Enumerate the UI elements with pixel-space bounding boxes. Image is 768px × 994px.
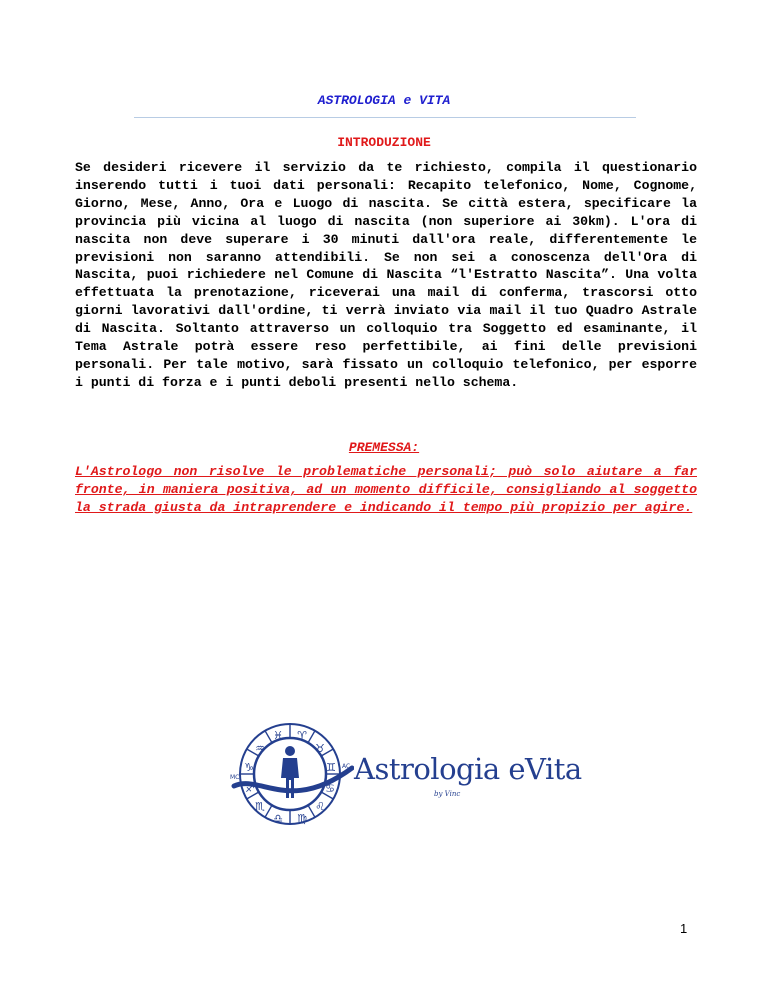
svg-text:♊: ♊ [326, 761, 336, 774]
page-number: 1 [680, 921, 688, 936]
logo-wordmark: Astrologia eVita [354, 752, 582, 786]
logo-byline: by Vinc [434, 790, 461, 798]
svg-text:♓: ♓ [273, 729, 283, 742]
svg-text:♏: ♏ [255, 800, 265, 813]
intro-paragraph: Se desideri ricevere il servizio da te richiesto, compila il questionario inserendo tutti i tuoi dati personali: Recapito telefonico, Nome, Cognome, Giorno, Mese, Anno, Ora e Luogo di nascita. Se città estera, specificare la provincia più vicina al luogo di nascita (non superiore ai 30km). L'ora di nascita non deve superare i 30 minuti dall'ora reale, differentemente le previsioni non saranno attendibili. Se non sei a conoscenza dell'Ora di Nascita, puoi richiedere nel Comune di Nascita “l'Estratto Nascita”. Una volta effettuata la prenotazione, riceverai una mail di conferma, trascorsi otto giorni lavorativi dall'ordine, ti verrà inviato via mail il tuo Quadro Astrale di Nascita. Soltanto attraverso un colloquio tra Soggetto ed esaminante, il Tema Astrale potrà essere reso perfettibile, ai fini delle previsioni personali. Per tale motivo, sarà fissato un colloquio telefonico, per esporre i punti di forza e i punti deboli presenti nello schema. [75, 160, 697, 390]
svg-text:♑: ♑ [244, 761, 254, 774]
premessa-paragraph: L'Astrologo non risolve le problematiche personali; può solo aiutare a far fronte, in maniera positiva, ad un momento difficile, consigliando al soggetto la strada giusta da intraprendere e indicando il tempo più propizio per agire. [75, 464, 697, 515]
intro-heading: INTRODUZIONE [337, 135, 431, 150]
svg-text:♎: ♎ [273, 812, 283, 825]
svg-text:♍: ♍ [297, 812, 307, 825]
svg-text:♉: ♉ [315, 742, 325, 755]
title-divider [134, 117, 636, 118]
svg-text:♐: ♐ [245, 782, 255, 795]
zodiac-wheel-human-figure-icon [230, 716, 354, 828]
svg-text:MC: MC [230, 774, 240, 781]
svg-text:AC: AC [342, 763, 351, 770]
document-title: ASTROLOGIA e VITA [317, 93, 451, 108]
svg-text:♒: ♒ [255, 742, 265, 755]
premessa-heading: PREMESSA: [348, 440, 420, 455]
svg-text:♈: ♈ [297, 729, 307, 742]
astrologia-e-vita-logo [230, 716, 582, 828]
svg-text:♌: ♌ [315, 800, 325, 813]
svg-text:♋: ♋ [325, 782, 335, 795]
